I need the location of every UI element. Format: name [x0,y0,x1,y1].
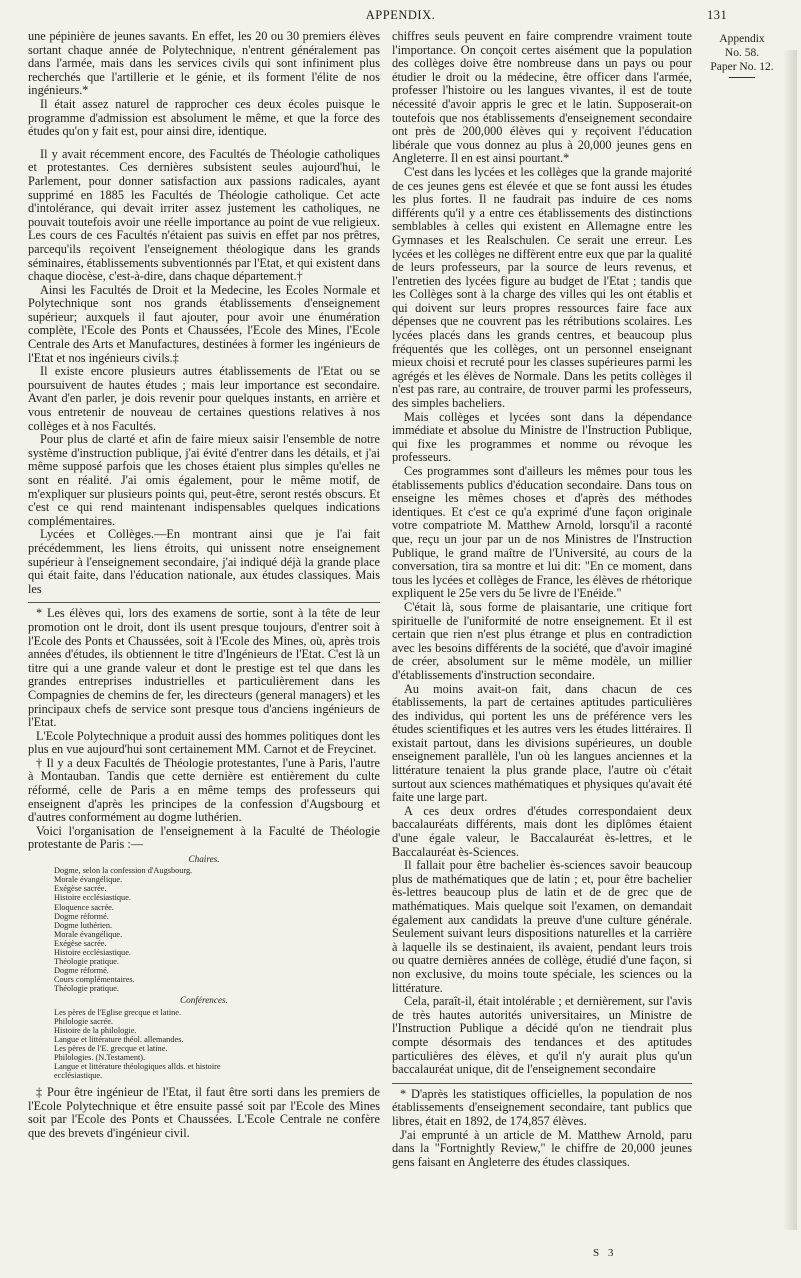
list-item: Philologies. (N.Testament). [54,1053,146,1062]
list-item: Exégèse sacrée. [54,884,107,894]
list-item: Langue et littérature théologiques allds. et histoire [54,1062,221,1072]
list-item: Exégèse sacrée. [54,938,107,948]
paragraph: une pépinière de jeunes savants. En effet, les 20 ou 30 premiers élèves sortant chaque année de Polytechnique, n'entrent généralement pas dans l'armée, mais dans les services civils qui sont infiniment plus recherchés que l'artillerie et le génie, et ils forment l'élite de nos ingénieurs.* [28,29,380,98]
list-heading: Chaires. [188,854,220,865]
paragraph: C'était là, sous forme de plaisantarie, une critique fort spirituelle de l'uniformité de notre enseignement. Et il est certain que rien n'est plus étrange et plus en contradiction avec les besoins différents de la société, que d'avoir imaginé de créer, absolument sur le même modèle, un millier d'établissements d'instruction secondaire. [392,599,692,682]
footnote: * D'après les statistiques officielles, la population de nos établissements d'enseignement secondaire, tant publics que libres, était en 1892, de 174,857 élèves. [392,1086,692,1128]
paragraph: Il y avait récemment encore, des Facultés de Théologie catholiques et protestantes. Ces dernières subsistent seules aujourd'hui, le Parlement, pour donner satisfaction aux passions radicales, ayant supprimé en 1885 les Facultés de Théologie catholique. Cet acte d'intolérance, qui devait irriter assez justement les catholiques, ne pouvait toutefois avoir une réelle importance au point de vue religieux. Les cours de ces Facultés n'étaient pas suivis en effet par nos prêtres, parcequ'ils reçoivent l'enseignement théologique dans les grands séminaires, établissements subventionnés par l'Etat, et qui existent dans chaque diocèse, c'est-à-dire, dans chaque département.† [28,146,380,284]
paragraph: Ainsi les Facultés de Droit et la Medecine, les Ecoles Normale et Polytechnique sont nos grands établissements d'enseignement supérieur; auxquels il faut ajouter, pour avoir une énumération complète, l'Ecole des Ponts et Chaussées, l'Ecole des Mines, l'Ecole Centrale des Arts et Manufactures, destinées à former les ingénieurs de l'Etat et nos ingénieurs civils.‡ [28,282,380,365]
paragraph: Ces programmes sont d'ailleurs les mêmes pour tous les établissements publics d'éducation secondaire. Dans tous on enseigne les mêmes choses et d'après des méthodes identiques. Et c'est ce qu'a exprimé d'une façon originale votre compatriote M. Matthew Arnold, lorsqu'il a raconté que, reçu un jour par un de nos Ministres de l'Instruction Publique, le grand maître de l'Université, au cours de la conversation, tira sa montre et lui dit: "En ce moment, dans tous les lycées et collèges de France, les élèves de rhétorique expliquent le 25e vers du 5e livre de l'Enéide." [392,464,692,601]
footnote-divider [28,602,380,603]
list-item: ecclésiastique. [54,1071,103,1081]
paragraph: A ces deux ordres d'études correspondaient deux baccalauréats différents, mais dont les diplômes étaient d'une égale valeur, le Baccalauréat ès-lettres, et le Baccalauréat ès-Sciences. [392,803,692,859]
paragraph: Cela, paraît-il, était intolérable ; et dernièrement, sur l'avis de très hautes autorités universitaires, un Ministre de l'Instruction Publique a décidé qu'on ne tiendrait plus compte désormais des tendances et des aptitudes particulières des élèves, et qu'il n'y aurait plus qu'un baccalauréat unique, dit de l'enseignement secondaire [392,994,692,1077]
footnote: J'ai emprunté à un article de M. Matthew Arnold, paru dans la "Fortnightly Review," le chiffre de 20,000 jeunes gens faisant en Angleterre des études classiques. [392,1127,692,1169]
list-item: Les pères de l'E. grecque et latine. [54,1043,168,1053]
footnote: * Les élèves qui, lors des examens de sortie, sont à la tête de leur promotion ont le droit, dont ils usent presque toujours, d'entrer soit à l'Ecole des Ponts et Chaussées, soit à l'Ecole des Mines, où, après trois années d'études, ils obtiennent le titre d'Ingénieurs de l'Etat. C'est là un titre qui a une grande valeur et dont le prestige est tel que dans les grandes entreprises industrielles et particulièrement dans les Compagnies de chemins de fer, les directeurs (general managers) et les principaux chefs de service sont presque tous d'anciens ingénieurs de l'Etat. [28,606,380,730]
paragraph: chiffres seuls peuvent en faire comprendre vraiment toute l'importance. On conçoit certes aisément que la population des collèges doive être nombreuse dans un pays ou pour étudier le droit ou la médecine, être officer dans l'armée, professer l'histoire ou les langues vivantes, il est de toute nécessité d'avoir appris le grec et le latin. Supposerait-on toutefois que nos établissements d'enseignement secondaire ont près de 200,000 élèves qui y reçoivent l'éducation libérale que vous donnez au plus à 20,000 jeunes gens en Angleterre. Il en est ainsi pourtant.* [392,29,692,166]
footnote-divider [392,1083,692,1084]
chaires-list [54,866,380,993]
list-item: Théologie pratique. [54,957,119,967]
paragraph: Pour plus de clarté et afin de faire mieux saisir l'ensemble de notre système d'instruction publique, j'ai évité d'entrer dans les détails, et j'ai même supposé parfois que les choses étaient plus simples qu'elles ne sont en réalité. J'ai omis également, pour le même motif, de m'expliquer sur plusieurs points qui, peut-être, seront restés obscurs. Et c'est ce qui rend maintenant indispensables quelques indications complémentaires. [28,432,380,528]
list-item: Histoire ecclésiastique. [54,893,131,903]
paragraph: Lycées et Collèges.—En montrant ainsi que je l'ai fait précédemment, les liens étroits, qui unissent notre enseignement supérieur à l'enseignement secondaire, j'ai indiqué déjà la grande place qui était faite, dans l'éducation nationale, aux études classiques. Mais les [28,527,380,596]
paragraph: Au moins avait-on fait, dans chacun de ces établissements, la part de certaines aptitudes particulières des individus, qui portent les uns de préférence vers les études scientifiques et les autres vers les études littéraires. Il existait partout, dans les divisions supérieures, un double enseignement parallèle, l'un où les langues anciennes et la littérature tenaient la plus grande place, l'autre où c'était surtout aux sciences mathématiques et physiques qu'avait été faite une large part. [392,681,692,805]
margin-note-line: Paper No. 12. [710,61,774,73]
list-item: Dogme réformé. [54,911,109,921]
footnote: L'Ecole Polytechnique a produit aussi des hommes politiques dont les plus en vue aujourd'hui sont certainement MM. Carnot et de Freycinet. [28,728,380,757]
list-item: Histoire ecclésiastique. [54,947,131,957]
list-item: Dogme, selon la confession d'Augsbourg. [54,866,193,876]
conferences-list [54,1008,380,1081]
margin-note-line: No. 58. [724,47,760,59]
paragraph: C'est dans les lycées et les collèges que la grande majorité de ces jeunes gens est élevée et que se font aussi les études les plus fortes. Il ne faudrait pas induire de ces noms différents qu'il y a entre ces établissements des distinctions semblables à celles qui existent en Allemagne entre les Gymnases et les Realschulen. Ce serait une erreur. Les lycées et les collèges ne diffèrent entre eux que par la qualité de leurs professeurs, par la source de leurs revenus, et l'entretien des lycées figure au budget de l'Etat ; tandis que les Collèges sont à la charge des villes qui les ont établis et qui doivent sur leurs propres ressources faire face aux dépenses que ne couvrent pas les rétributions scolaires. Les lycées placés dans les grands centres, et beaucoup plus fréquentés que les collèges, ont un personnel enseignant mieux choisi et recruté pour les classes supérieures parmi les agrégés et les élèves de Normale. Dans les petits collèges il n'est pas rare, au contraire, de trouver parmi les professeurs, des simples bacheliers. [392,164,692,411]
list-item: Morale évangélique. [54,875,123,885]
right-column [392,30,692,1169]
footnote: ‡ Pour être ingénieur de l'Etat, il faut être sorti dans les premiers de l'Ecole Polytechnique et être ensuite passé soit par l'Ecole des Mines soit par l'Ecole des Ponts et Chaussées. L'Ecole Centrale ne confère que des brevets d'ingénieur civil. [28,1085,380,1141]
paragraph: Il était assez naturel de rapprocher ces deux écoles puisque le programme d'admission est absolument le même, et que la force des études qu'on y fait est, pour ainsi dire, identique. [28,96,380,139]
list-item: Eloquence sacrée. [54,902,114,912]
list-item: Histoire de la philologie. [54,1025,137,1035]
footnotes [392,1088,692,1170]
paragraph: Mais collèges et lycées sont dans la dépendance immédiate et absolue du Ministre de l'Instruction Publique, qui fixe les programmes et nomme ou révoque les professeurs. [392,409,692,465]
left-column [28,30,380,1141]
list-item: Langue et littérature théol. allemandes. [54,1034,184,1044]
page-edge-shadow [783,50,797,1230]
margin-note [702,32,782,78]
footnote: † Il y a deux Facultés de Théologie protestantes, l'une à Paris, l'autre à Montauban. Tandis que cette dernière est entièrement du culte réformé, celle de Paris a en même temps des professeurs qui enseignent d'après les principes de la confession d'Augsbourg et d'autres conformément au dogme luthérien. [28,755,380,825]
list-item: Cours complémentaires. [54,975,135,985]
list-item: Dogme luthérien. [54,920,113,930]
list-item: Philologie sacrée. [54,1016,113,1026]
list-item: Théologie pratique. [54,984,119,994]
footnotes [28,607,380,1140]
margin-rule [729,77,755,78]
paragraph: Il fallait pour être bachelier ès-sciences savoir beaucoup plus de mathématiques que de latin ; et, pour être bachelier ès-lettres beaucoup plus de latin et de de grec que de mathématiques. Mais quelque soit l'examen, on demandait également aux candidats la preuve d'une culture générale. Seulement suivant leurs dispositions naturelles et la carrière à laquelle ils se destinaient, ils avaient, pendant leurs trois ou quatre dernières années de collège, étudié d'une façon, si non exclusive, du moins toute spéciale, les sciences ou la littérature. [392,858,692,995]
list-item: Dogme réformé. [54,966,109,976]
paragraph: Il existe encore plusieurs autres établissements de l'Etat ou se poursuivent de hautes études ; mais leur importance est secondaire. Avant d'en parler, je dois revenir pour quelques instants, en arrière et vous entretenir de nouveau de certaines questions relatives à nos collèges et à nos Facultés. [28,364,380,433]
list-heading: Conférences. [180,995,228,1006]
list-item: Morale évangélique. [54,929,123,939]
running-header: APPENDIX. [365,8,436,22]
list-item: Les pères de l'Eglise grecque et latine. [54,1007,182,1017]
footnote: Voici l'organisation de l'enseignement à la Faculté de Théologie protestante de Paris :— [28,823,380,852]
margin-note-line: Appendix [719,33,765,45]
page-number: 131 [707,8,728,22]
signature-mark: S 3 [593,1247,617,1259]
